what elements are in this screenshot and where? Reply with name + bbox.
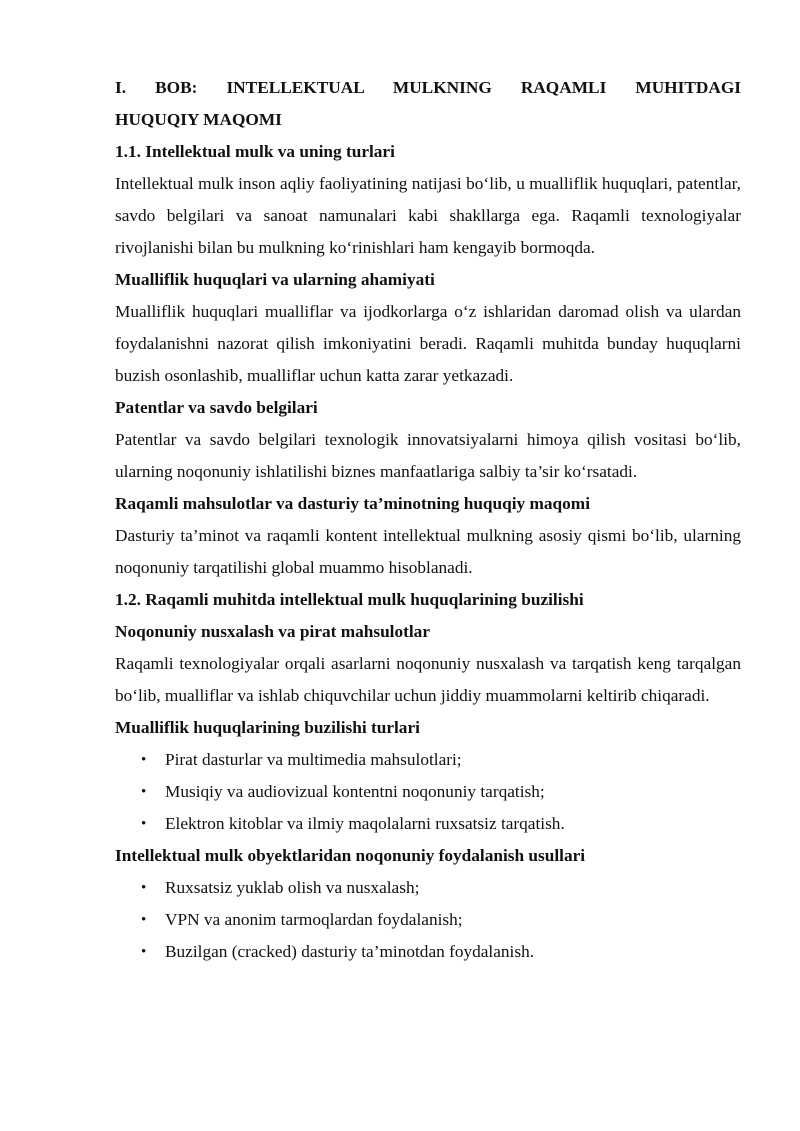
- list-item-text: Musiqiy va audiovizual kontentni noqonuniy tarqatish;: [165, 782, 545, 801]
- bullet-icon: •: [141, 880, 147, 896]
- chapter-title-line2: HUQUQIY MAQOMI: [115, 110, 282, 129]
- piracy-heading: Noqonuniy nusxalash va pirat mahsulotlar: [115, 622, 430, 641]
- list-item-text: Elektron kitoblar va ilmiy maqolalarni ruxsatsiz tarqatish.: [165, 814, 565, 833]
- list-item: [141, 744, 741, 776]
- list-item: [141, 776, 741, 808]
- piracy-paragraph: Raqamli texnologiyalar orqali asarlarni noqonuniy nusxalash va tarqatish keng tarqalgan bo‘lib, mualliflar va ishlab chiquvchilar uchun jiddiy muammolarni keltirib chiqaradi.: [115, 654, 741, 705]
- list-item-text: Buzilgan (cracked) dasturiy ta’minotdan foydalanish.: [165, 942, 535, 961]
- illegal-use-methods-list: [115, 872, 741, 968]
- section-1-1-heading: 1.1. Intellektual mulk va uning turlari: [115, 142, 395, 161]
- list-item-text: Pirat dasturlar va multimedia mahsulotlari;: [165, 750, 462, 769]
- copyright-heading: Mualliflik huquqlari va ularning ahamiyati: [115, 270, 435, 289]
- section-1-2-heading: 1.2. Raqamli muhitda intellektual mulk huquqlarining buzilishi: [115, 590, 584, 609]
- copyright-paragraph: Mualliflik huquqlari mualliflar va ijodkorlarga o‘z ishlaridan daromad olish va ulardan foydalanishni nazorat qilish imkoniyatini beradi. Raqamli muhitda bunday huquqlarni buzish osonlashib, mualliflar uchun katta zarar yetkazadi.: [115, 302, 741, 385]
- list-item-text: VPN va anonim tarmoqlardan foydalanish;: [165, 910, 463, 929]
- list-item: [141, 872, 741, 904]
- patents-heading: Patentlar va savdo belgilari: [115, 398, 318, 417]
- chapter-title-line1: I. BOB: INTELLEKTUAL MULKNING RAQAMLI MUHITDAGI: [115, 78, 741, 97]
- violation-types-list: [115, 744, 741, 840]
- chapter-title: [115, 72, 741, 136]
- bullet-icon: •: [141, 944, 147, 960]
- bullet-icon: •: [141, 816, 147, 832]
- list-item: [141, 936, 741, 968]
- patents-paragraph: Patentlar va savdo belgilari texnologik innovatsiyalarni himoya qilish vositasi bo‘lib, ularning noqonuniy ishlatilishi biznes manfaatlariga salbiy ta’sir ko‘rsatadi.: [115, 430, 741, 481]
- list-item: [141, 808, 741, 840]
- list-item-text: Ruxsatsiz yuklab olish va nusxalash;: [165, 878, 420, 897]
- section-1-1-paragraph: Intellektual mulk inson aqliy faoliyatining natijasi bo‘lib, u mualliflik huquqlari, patentlar, savdo belgilari va sanoat namunalari kabi shakllarga ega. Raqamli texnologiyalar rivojlanishi bilan bu mulkning ko‘rinishlari ham kengayib bormoqda.: [115, 174, 741, 257]
- software-status-paragraph: Dasturiy ta’minot va raqamli kontent intellektual mulkning asosiy qismi bo‘lib, ularning noqonuniy tarqatilishi global muammo hisoblanadi.: [115, 526, 741, 577]
- illegal-use-methods-heading: Intellektual mulk obyektlaridan noqonuniy foydalanish usullari: [115, 846, 586, 865]
- bullet-icon: •: [141, 784, 147, 800]
- document-page: [115, 72, 741, 968]
- bullet-icon: •: [141, 912, 147, 928]
- software-status-heading: Raqamli mahsulotlar va dasturiy ta’minotning huquqiy maqomi: [115, 494, 591, 513]
- list-item: [141, 904, 741, 936]
- bullet-icon: •: [141, 752, 147, 768]
- violation-types-heading: Mualliflik huquqlarining buzilishi turlari: [115, 718, 420, 737]
